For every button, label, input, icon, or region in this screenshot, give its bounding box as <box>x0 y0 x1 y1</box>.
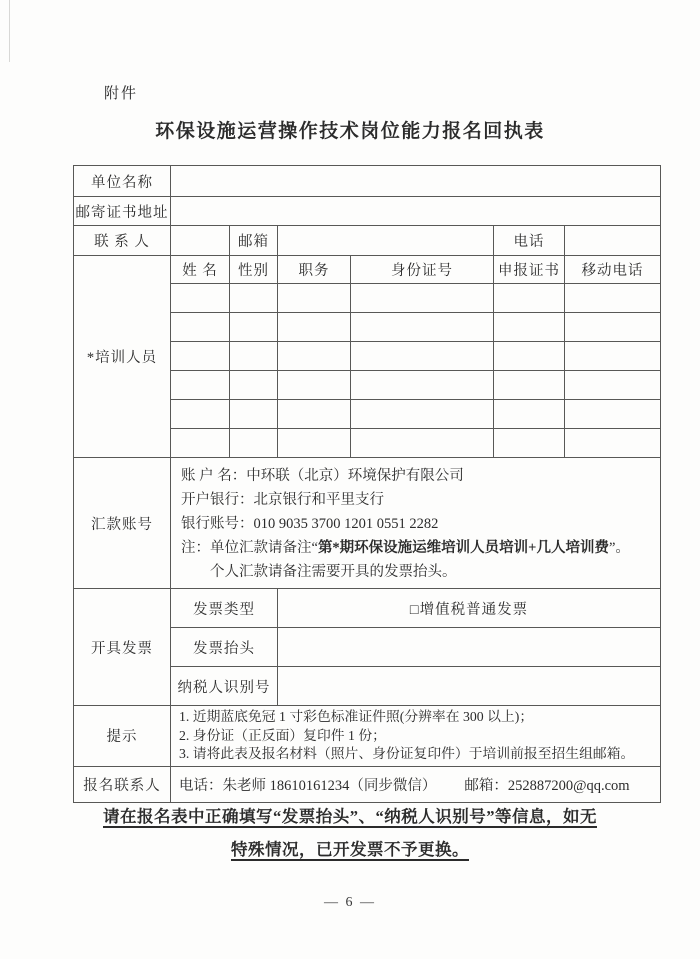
registration-form-table <box>73 165 661 803</box>
invoice-type-checkbox-option: □增值税普通发票 <box>278 589 661 628</box>
tip-line: 1. 近期蓝底免冠 1 寸彩色标准证件照(分辨率在 300 以上)； <box>179 709 534 724</box>
footer-note-line2: 特殊情况，已开发票不予更换。 <box>231 840 469 859</box>
tips-label: 提示 <box>74 706 171 767</box>
row-mail-address <box>74 197 661 226</box>
col-gender: 性别 <box>230 256 278 284</box>
col-id-number: 身份证号 <box>351 256 494 284</box>
unit-name-field <box>171 166 661 197</box>
email-label: 邮箱 <box>230 226 278 256</box>
trainees-label: *培训人员 <box>74 256 171 458</box>
trainee-header-row <box>74 256 661 284</box>
remittance-note-emphasis: 第*期环保设施运维培训人员培训+几人培训费 <box>317 540 609 556</box>
taxpayer-id-field <box>278 667 661 706</box>
invoice-title-label: 发票抬头 <box>171 628 278 667</box>
registration-contact-phone: 电话：朱老师 18610161234（同步微信） <box>179 777 437 794</box>
invoice-label: 开具发票 <box>74 589 171 706</box>
contact-field <box>171 226 230 256</box>
row-contact <box>74 226 661 256</box>
row-remittance <box>74 458 661 589</box>
invoice-title-field <box>278 628 661 667</box>
tips-content <box>171 706 660 766</box>
mail-address-field <box>171 197 661 226</box>
footer-note <box>0 800 700 866</box>
col-position: 职务 <box>278 256 351 284</box>
mail-address-label: 邮寄证书地址 <box>74 197 171 226</box>
col-certificate: 申报证书 <box>494 256 565 284</box>
row-registration-contact <box>74 766 661 802</box>
remittance-account-number: 银行账号：010 9035 3700 1201 0551 2282 <box>181 516 439 532</box>
registration-contact-email: 邮箱：252887200@qq.com <box>464 777 630 794</box>
row-invoice-type <box>74 589 661 628</box>
page-number: — 6 — <box>324 895 376 910</box>
row-unit-name <box>74 166 661 197</box>
phone-label: 电话 <box>494 226 565 256</box>
unit-name-label: 单位名称 <box>74 166 171 197</box>
row-tips <box>74 706 661 767</box>
remittance-bank: 开户银行：北京银行和平里支行 <box>181 492 384 508</box>
col-mobile: 移动电话 <box>565 256 661 284</box>
remittance-label: 汇款账号 <box>74 458 171 589</box>
invoice-type-label: 发票类型 <box>171 589 278 628</box>
attachment-label: 附件 <box>104 86 139 102</box>
remittance-account-name: 账 户 名：中环联（北京）环境保护有限公司 <box>181 468 464 484</box>
tip-line: 2. 身份证（正反面）复印件 1 份； <box>179 727 386 743</box>
registration-contact-label: 报名联系人 <box>74 766 171 802</box>
remittance-details <box>171 458 660 588</box>
taxpayer-id-label: 纳税人识别号 <box>171 667 278 706</box>
contact-label: 联 系 人 <box>74 226 171 256</box>
col-name: 姓 名 <box>171 256 230 284</box>
page-title: 环保设施运营操作技术岗位能力报名回执表 <box>155 121 545 142</box>
tip-line: 3. 请将此表及报名材料（照片、身份证复印件）于培训前报至招生组邮箱。 <box>179 746 635 761</box>
footer-note-line1: 请在报名表中正确填写“发票抬头”、“纳税人识别号”等信息，如无 <box>103 807 597 826</box>
phone-field <box>565 226 661 256</box>
email-field <box>278 226 494 256</box>
remittance-note: 注：单位汇款请备注“第*期环保设施运维培训人员培训+几人培训费”。 <box>181 540 630 556</box>
scan-edge-artifact <box>9 0 10 62</box>
remittance-note-line2: 个人汇款请备注需要开具的发票抬头。 <box>210 564 457 580</box>
registration-contact-info <box>171 774 660 795</box>
